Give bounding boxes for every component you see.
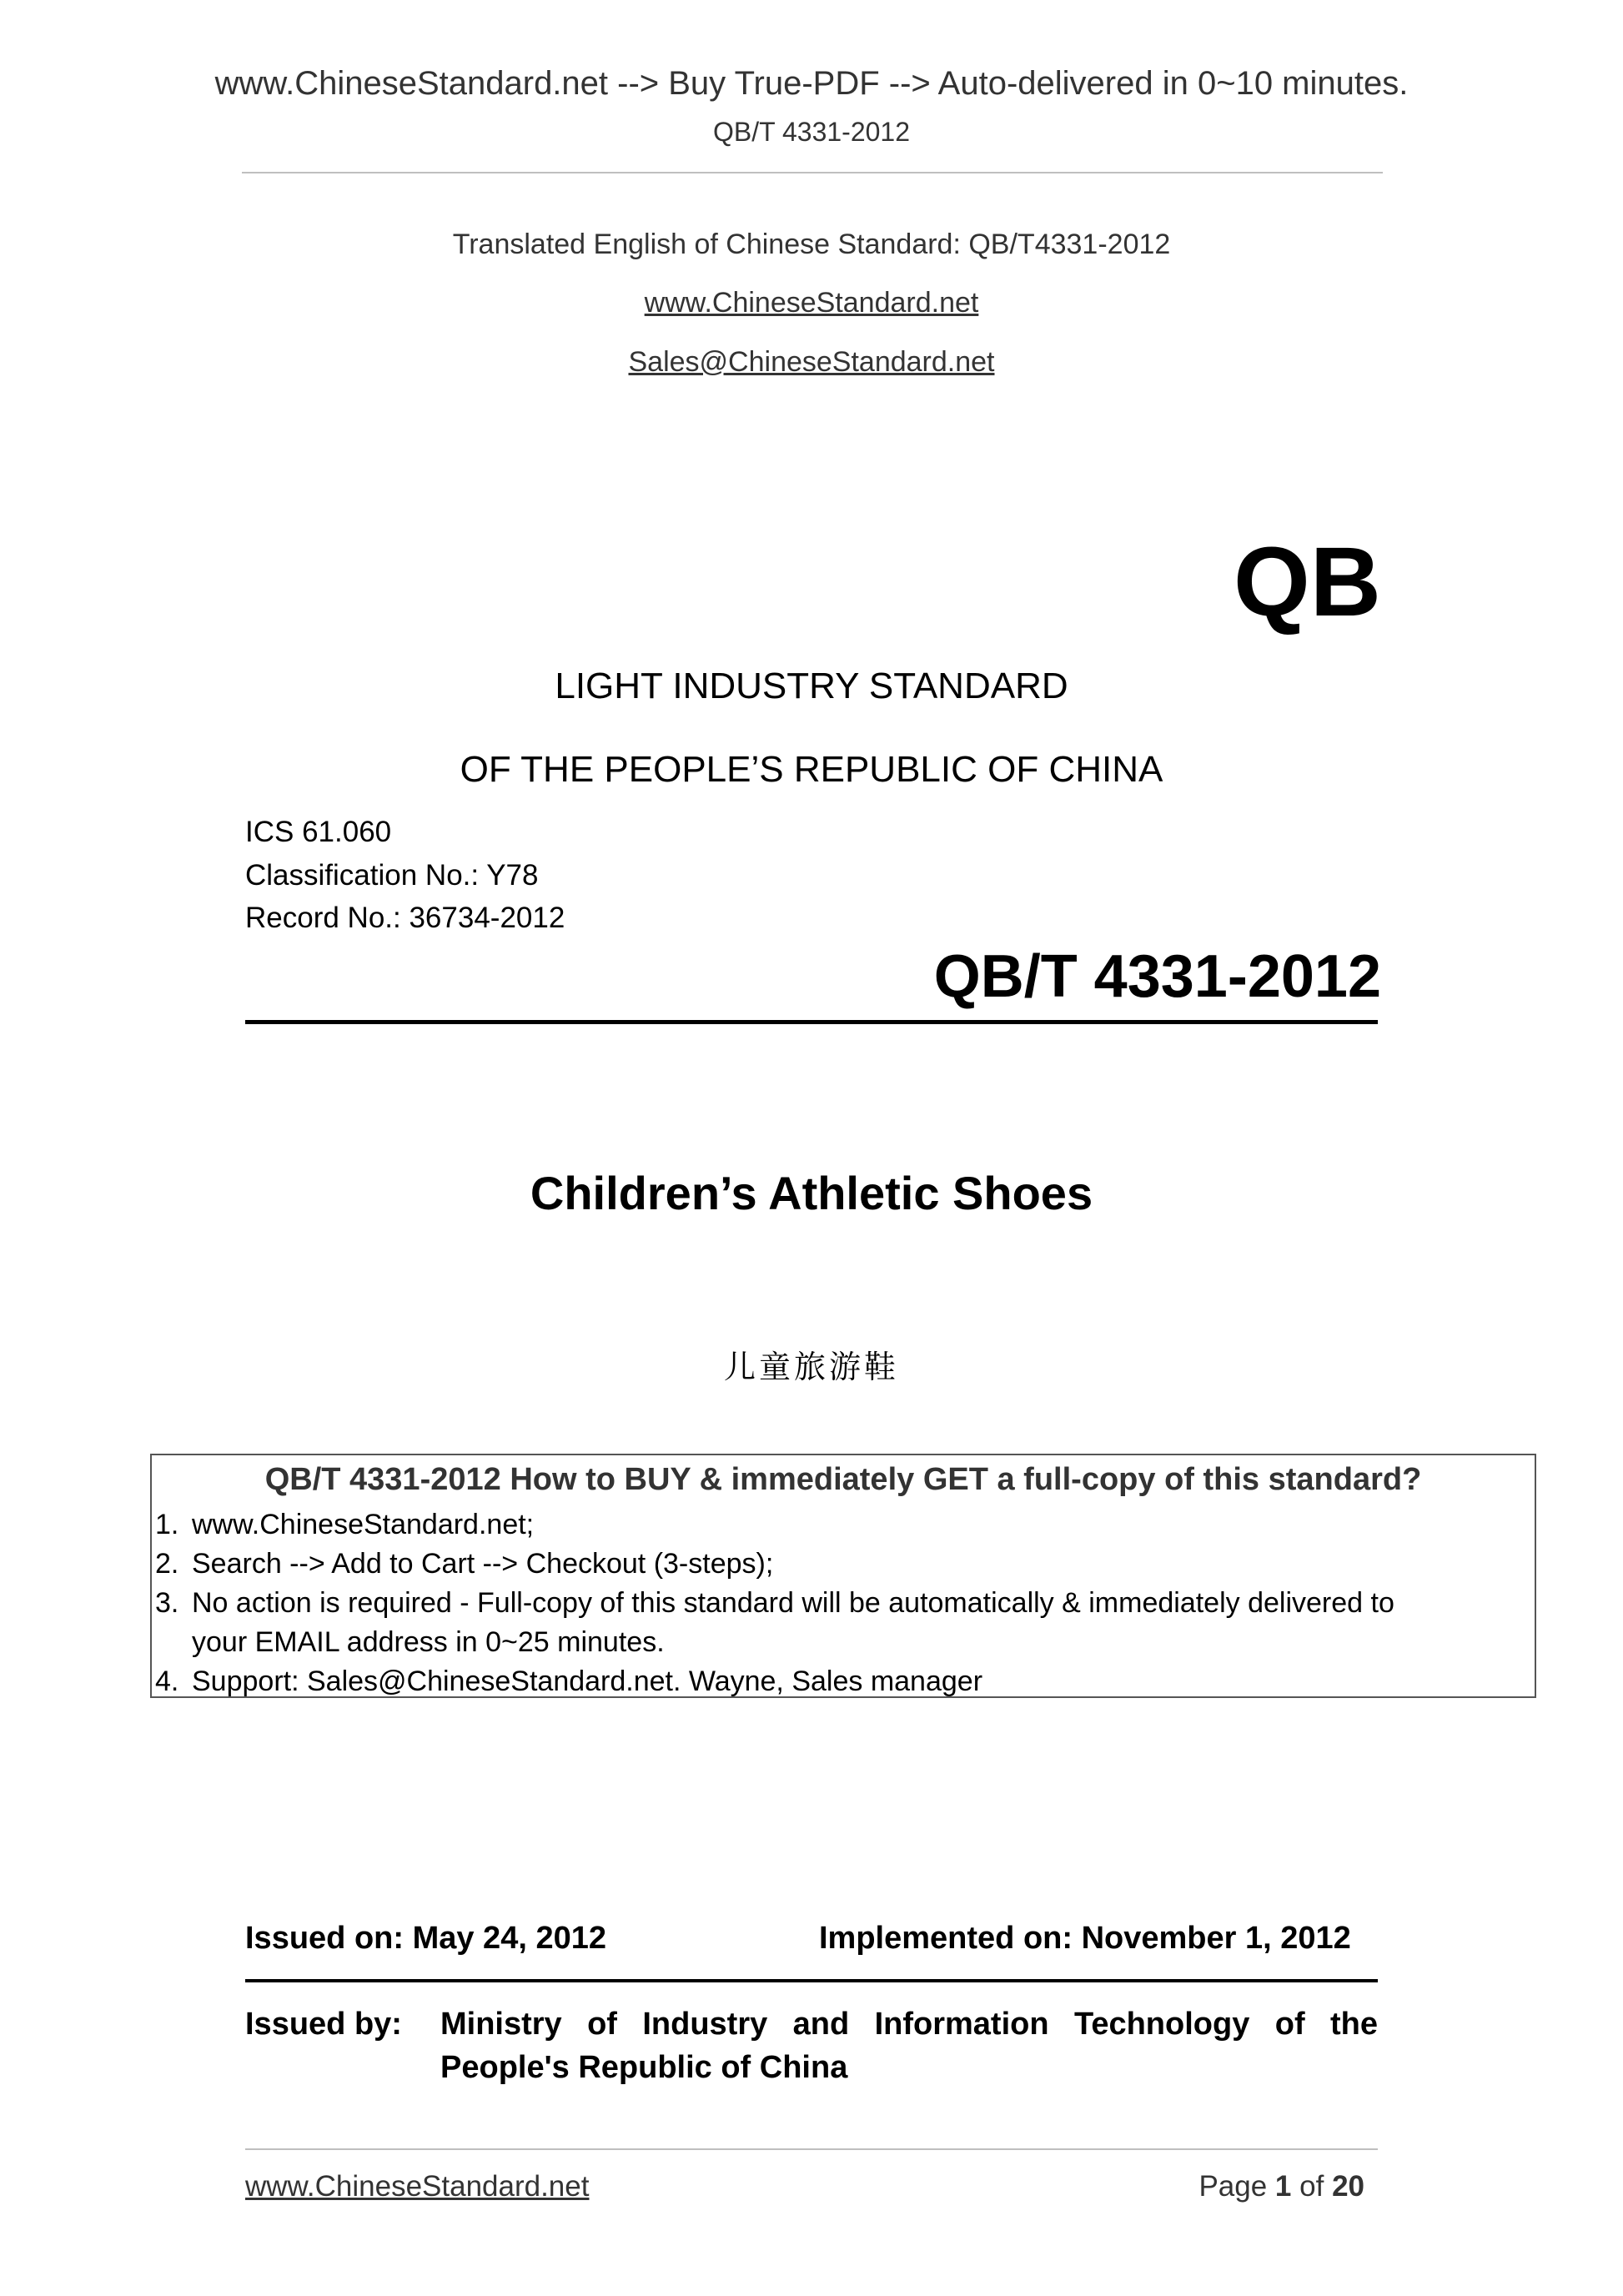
issuer-name-line1: Ministry of Industry and Information Technology of the: [440, 2007, 1378, 2042]
qb-logo: QB: [1234, 527, 1381, 637]
purchase-heading: QB/T 4331-2012 How to BUY & immediately GET a full-copy of this standard?: [264, 1462, 1422, 1497]
step-text: www.ChineseStandard.net;: [192, 1509, 535, 1540]
step-number: 2.: [155, 1548, 179, 1580]
step-text: Support: Sales@ChineseStandard.net. Wayne, Sales manager: [192, 1665, 983, 1697]
intro-email-row: [0, 346, 1623, 379]
header-divider: [242, 172, 1383, 173]
page-current: 1: [1274, 2170, 1292, 2203]
standard-type-line1: LIGHT INDUSTRY STANDARD: [555, 666, 1068, 706]
standard-number: QB/T 4331-2012: [933, 943, 1381, 1010]
translation-notice: Translated English of Chinese Standard: QB/T4331-2012: [452, 229, 1171, 260]
implemented-date: Implemented on: November 1, 2012: [819, 1921, 1351, 1956]
page-number: [1198, 2170, 1364, 2203]
step-number: 1.: [155, 1509, 179, 1540]
footer-website-link[interactable]: www.ChineseStandard.net: [245, 2170, 590, 2203]
step-text: Search --> Add to Cart --> Checkout (3-steps);: [192, 1548, 774, 1580]
dates-divider: [245, 1979, 1378, 1982]
website-link[interactable]: www.ChineseStandard.net: [644, 287, 979, 319]
footer-divider: [245, 2148, 1378, 2150]
step-text: No action is required - Full-copy of this standard will be automatically & immediately delivered to: [192, 1587, 1394, 1619]
purchase-info-box: [150, 1454, 1536, 1698]
standard-type-line2: OF THE PEOPLE’S REPUBLIC OF CHINA: [460, 749, 1163, 790]
intro-website-row: [0, 287, 1623, 319]
step-number: 3.: [155, 1587, 179, 1619]
classification-number: Classification No.: Y78: [245, 859, 539, 892]
purchase-step: [155, 1548, 773, 1580]
page-total: 20: [1332, 2170, 1364, 2203]
email-link[interactable]: Sales@ChineseStandard.net: [628, 346, 995, 378]
page-prefix: Page: [1198, 2170, 1268, 2203]
step-number: 4.: [155, 1665, 179, 1697]
purchase-step-continued: [155, 1626, 665, 1659]
header-banner: www.ChineseStandard.net --> Buy True-PDF --> Auto-delivered in 0~10 minutes.: [214, 65, 1409, 102]
title-divider: [245, 1020, 1378, 1024]
step-text: your EMAIL address in 0~25 minutes.: [192, 1626, 665, 1658]
issued-date: Issued on: May 24, 2012: [245, 1921, 606, 1956]
ics-code: ICS 61.060: [245, 816, 392, 848]
chinese-title: 儿童旅游鞋: [723, 1349, 899, 1385]
record-number: Record No.: 36734-2012: [245, 902, 565, 934]
purchase-step: [155, 1587, 1394, 1620]
purchase-step: [155, 1509, 534, 1541]
page-of: of: [1299, 2170, 1324, 2203]
issuer-label: Issued by:: [245, 2007, 402, 2042]
header-standard-code: QB/T 4331-2012: [712, 117, 910, 147]
document-title: Children’s Athletic Shoes: [530, 1167, 1093, 1219]
issuer-name-line2: People's Republic of China: [440, 2050, 848, 2085]
purchase-step: [155, 1665, 982, 1698]
